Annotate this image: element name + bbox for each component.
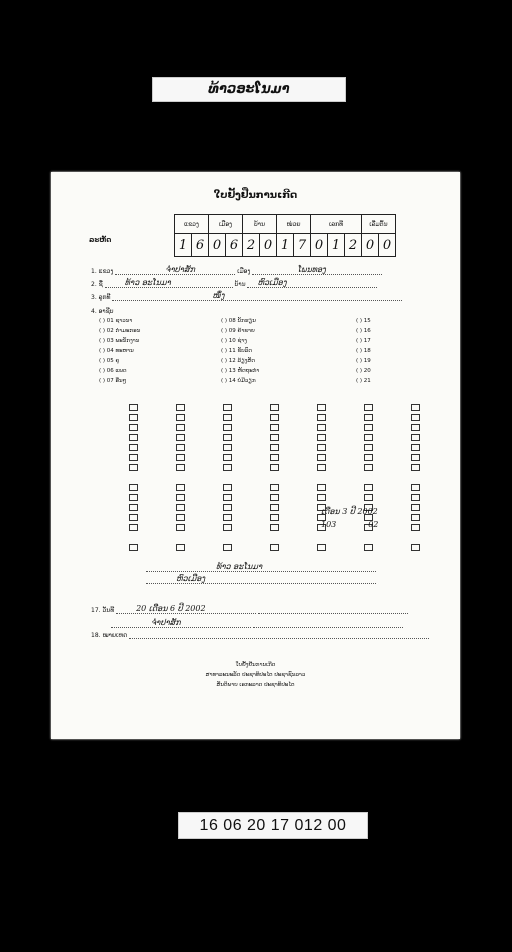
occupation-option[interactable]: ( ) 06 ແພດ bbox=[99, 368, 127, 374]
occupation-option[interactable]: ( ) 18 bbox=[356, 348, 371, 354]
form-line bbox=[91, 444, 422, 451]
checkbox[interactable] bbox=[364, 424, 373, 431]
footer-line-1: ໃບຢັ້ງຢືນການເກີດ bbox=[235, 662, 276, 668]
occupation-option[interactable]: ( ) 09 ຄ້າຂາຍ bbox=[221, 328, 255, 334]
occupation-option[interactable]: ( ) 20 bbox=[356, 368, 371, 374]
occupation-option[interactable]: ( ) 11 ຂັບລົດ bbox=[221, 348, 252, 354]
checkbox[interactable] bbox=[270, 464, 279, 471]
code-header: ເລີ່ມຕົ້ນ bbox=[362, 215, 396, 234]
occupation-option[interactable]: ( ) 08 ນັກຮຽນ bbox=[221, 318, 256, 324]
occupation-option[interactable]: ( ) 02 ກຳມະກອນ bbox=[99, 328, 141, 334]
checkbox[interactable] bbox=[223, 414, 232, 421]
checkbox[interactable] bbox=[129, 494, 138, 501]
ref-number: 103 bbox=[321, 520, 337, 529]
checkbox[interactable] bbox=[411, 504, 420, 511]
checkbox[interactable] bbox=[129, 514, 138, 521]
checkbox[interactable] bbox=[223, 454, 232, 461]
checkbox[interactable] bbox=[270, 514, 279, 521]
checkbox[interactable] bbox=[176, 414, 185, 421]
checkbox[interactable] bbox=[270, 504, 279, 511]
code-digit: 6 bbox=[192, 234, 209, 257]
checkbox[interactable] bbox=[270, 414, 279, 421]
checkbox[interactable] bbox=[176, 504, 185, 511]
checkbox[interactable] bbox=[223, 484, 232, 491]
code-digit: 0 bbox=[209, 234, 226, 257]
checkbox[interactable] bbox=[176, 484, 185, 491]
form-line bbox=[91, 544, 422, 551]
checkbox[interactable] bbox=[317, 444, 326, 451]
code-digit: 0 bbox=[260, 234, 277, 257]
checkbox[interactable] bbox=[317, 484, 326, 491]
checkbox[interactable] bbox=[411, 414, 420, 421]
code-header: ແຂວງ bbox=[175, 215, 209, 234]
checkbox[interactable] bbox=[411, 424, 420, 431]
occupation-option[interactable]: ( ) 07 ອື່ນໆ bbox=[99, 378, 127, 384]
form-line bbox=[91, 464, 422, 471]
field-2-row bbox=[91, 278, 377, 288]
occupation-option[interactable]: ( ) 03 ພະນັກງານ bbox=[99, 338, 140, 344]
form-line bbox=[91, 404, 422, 411]
checkbox[interactable] bbox=[317, 544, 326, 551]
occupation-option[interactable]: ( ) 12 ລ້ຽງສັດ bbox=[221, 358, 255, 364]
checkbox[interactable] bbox=[223, 524, 232, 531]
checkbox[interactable] bbox=[364, 414, 373, 421]
code-header: ໜ່ວຍ bbox=[277, 215, 311, 234]
occupation-option[interactable]: ( ) 10 ຊ່າງ bbox=[221, 338, 247, 344]
checkbox[interactable] bbox=[317, 404, 326, 411]
checkbox[interactable] bbox=[129, 504, 138, 511]
code-digit: 6 bbox=[226, 234, 243, 257]
code-header: ບ້ານ bbox=[243, 215, 277, 234]
checkbox[interactable] bbox=[270, 484, 279, 491]
checkbox[interactable] bbox=[411, 514, 420, 521]
code-digit: 1 bbox=[328, 234, 345, 257]
checkbox[interactable] bbox=[176, 424, 185, 431]
field-3-label: 3. ລູກທີ bbox=[91, 294, 111, 301]
checkbox[interactable] bbox=[317, 434, 326, 441]
checkbox[interactable] bbox=[176, 524, 185, 531]
checkbox[interactable] bbox=[411, 494, 420, 501]
ref-number-2: 02 bbox=[368, 520, 379, 529]
checkbox[interactable] bbox=[176, 514, 185, 521]
field-18-label: 18. ໝາຍເຫດ bbox=[91, 632, 128, 639]
code-digit: 1 bbox=[175, 234, 192, 257]
field-1b-label: ເມືອງ bbox=[237, 268, 251, 275]
checkbox[interactable] bbox=[411, 484, 420, 491]
checkbox[interactable] bbox=[223, 504, 232, 511]
birth-certificate-form bbox=[51, 172, 460, 739]
checkbox[interactable] bbox=[223, 464, 232, 471]
checkbox[interactable] bbox=[176, 544, 185, 551]
checkbox[interactable] bbox=[129, 424, 138, 431]
checkbox[interactable] bbox=[176, 444, 185, 451]
code-digit: 7 bbox=[294, 234, 311, 257]
checkbox[interactable] bbox=[364, 434, 373, 441]
checkbox[interactable] bbox=[270, 544, 279, 551]
date-note: ເດືອນ 3 ປີ 2002 bbox=[321, 507, 378, 516]
occupation-option[interactable]: ( ) 16 bbox=[356, 328, 371, 334]
checkbox[interactable] bbox=[411, 444, 420, 451]
checkbox[interactable] bbox=[411, 524, 420, 531]
code-digit: 2 bbox=[243, 234, 260, 257]
checkbox[interactable] bbox=[223, 514, 232, 521]
field-1-value: ຈຳປາສັກ bbox=[165, 265, 195, 274]
checkbox[interactable] bbox=[270, 424, 279, 431]
form-line bbox=[91, 414, 422, 421]
field-2b-value: ຫົວເມືອງ bbox=[257, 278, 287, 287]
code-digit: 1 bbox=[277, 234, 294, 257]
field-1-row bbox=[91, 265, 382, 275]
field-4-label: 4. ອາຊີບ bbox=[91, 308, 114, 315]
field-17-value: 20 ເດືອນ 6 ປີ 2002 bbox=[136, 604, 206, 613]
checkbox[interactable] bbox=[411, 454, 420, 461]
ref-number-row bbox=[321, 520, 378, 529]
checkbox[interactable] bbox=[317, 464, 326, 471]
checkbox[interactable] bbox=[129, 524, 138, 531]
field-1-label: 1. ແຂວງ bbox=[91, 268, 114, 275]
checkbox[interactable] bbox=[176, 464, 185, 471]
code-header: ເລກທີ bbox=[311, 215, 362, 234]
checkbox[interactable] bbox=[223, 434, 232, 441]
form-line bbox=[91, 494, 422, 501]
field-17-row bbox=[91, 604, 408, 614]
checkbox[interactable] bbox=[129, 414, 138, 421]
checkbox[interactable] bbox=[364, 444, 373, 451]
checkbox[interactable] bbox=[317, 454, 326, 461]
occupation-option[interactable]: ( ) 21 bbox=[356, 378, 371, 384]
footer-line-3: ສັນຕິພາບ ເອກະລາດ ປະຊາທິປະໄຕ bbox=[216, 682, 295, 688]
field-18-row bbox=[91, 632, 429, 639]
occupation-option[interactable]: ( ) 14 ບໍ່ມີວຽກ bbox=[221, 378, 256, 384]
field-2-value: ທ້າວ ອະໂນມາ bbox=[124, 278, 171, 287]
code-digit: 0 bbox=[311, 234, 328, 257]
code-table bbox=[174, 214, 396, 257]
checkbox[interactable] bbox=[176, 494, 185, 501]
checkbox[interactable] bbox=[176, 454, 185, 461]
form-line bbox=[91, 454, 422, 461]
code-digit: 0 bbox=[379, 234, 396, 257]
checkbox[interactable] bbox=[364, 544, 373, 551]
occupation-option[interactable]: ( ) 13 ຫັດຖະກຳ bbox=[221, 368, 260, 374]
bottom-caption: 16 06 20 17 012 00 bbox=[178, 812, 368, 839]
checkbox[interactable] bbox=[129, 544, 138, 551]
footer-line-2: ສາທາລະນະລັດ ປະຊາທິປະໄຕ ປະຊາຊົນລາວ bbox=[205, 672, 306, 678]
checkbox[interactable] bbox=[317, 414, 326, 421]
field-3-value: ໜຶ່ງ bbox=[212, 291, 225, 300]
checkbox[interactable] bbox=[364, 494, 373, 501]
checkbox[interactable] bbox=[129, 444, 138, 451]
checkbox[interactable] bbox=[129, 434, 138, 441]
checkbox[interactable] bbox=[223, 494, 232, 501]
code-header: ເມືອງ bbox=[209, 215, 243, 234]
checkbox[interactable] bbox=[364, 404, 373, 411]
checkbox[interactable] bbox=[176, 434, 185, 441]
checkbox[interactable] bbox=[129, 484, 138, 491]
checkbox[interactable] bbox=[270, 434, 279, 441]
checkbox[interactable] bbox=[364, 484, 373, 491]
checkbox[interactable] bbox=[270, 444, 279, 451]
checkbox[interactable] bbox=[411, 544, 420, 551]
checkbox[interactable] bbox=[223, 544, 232, 551]
checkbox[interactable] bbox=[176, 404, 185, 411]
form-line bbox=[91, 434, 422, 441]
checkbox[interactable] bbox=[270, 494, 279, 501]
form-line bbox=[91, 424, 422, 431]
field-17b-row: ຈຳປາສັກ bbox=[91, 618, 403, 628]
occupation-option[interactable]: ( ) 05 ຄູ bbox=[99, 358, 120, 364]
checkbox[interactable] bbox=[223, 424, 232, 431]
top-caption: ທ້າວອະໂນມາ bbox=[152, 77, 346, 102]
document-title: ໃບຢັ້ງຢືນການເກີດ bbox=[213, 190, 298, 201]
field-2-label: 2. ຊື່ bbox=[91, 281, 103, 288]
checkbox[interactable] bbox=[411, 404, 420, 411]
occupation-option[interactable]: ( ) 19 bbox=[356, 358, 371, 364]
field-17-label: 17. ວັນທີ bbox=[91, 607, 115, 614]
code-digit: 2 bbox=[345, 234, 362, 257]
occupation-option[interactable]: ( ) 01 ຊາວນາ bbox=[99, 318, 133, 324]
checkbox[interactable] bbox=[317, 424, 326, 431]
checkbox[interactable] bbox=[223, 404, 232, 411]
field-3-row bbox=[91, 291, 402, 301]
checkbox[interactable] bbox=[411, 434, 420, 441]
form-line bbox=[91, 484, 422, 491]
code-label: ລະຫັດ bbox=[89, 236, 112, 244]
checkbox[interactable] bbox=[270, 524, 279, 531]
field-1b-value: ໂພນທອງ bbox=[297, 265, 326, 274]
occupation-option[interactable]: ( ) 15 bbox=[356, 318, 371, 324]
occupation-option[interactable]: ( ) 17 bbox=[356, 338, 371, 344]
checkbox[interactable] bbox=[270, 454, 279, 461]
checkbox[interactable] bbox=[364, 464, 373, 471]
hw-line-1: ທ້າວ ອະໂນມາ bbox=[146, 562, 376, 572]
checkbox[interactable] bbox=[129, 464, 138, 471]
checkbox[interactable] bbox=[223, 444, 232, 451]
checkbox[interactable] bbox=[129, 454, 138, 461]
hw-line-2: ຫົວເມືອງ bbox=[146, 574, 376, 584]
checkbox[interactable] bbox=[129, 404, 138, 411]
checkbox[interactable] bbox=[317, 494, 326, 501]
checkbox[interactable] bbox=[411, 464, 420, 471]
field-2b-label: ບ້ານ bbox=[234, 281, 246, 288]
code-digit: 0 bbox=[362, 234, 379, 257]
occupation-option[interactable]: ( ) 04 ທະຫານ bbox=[99, 348, 134, 354]
checkbox[interactable] bbox=[270, 404, 279, 411]
checkbox[interactable] bbox=[364, 454, 373, 461]
